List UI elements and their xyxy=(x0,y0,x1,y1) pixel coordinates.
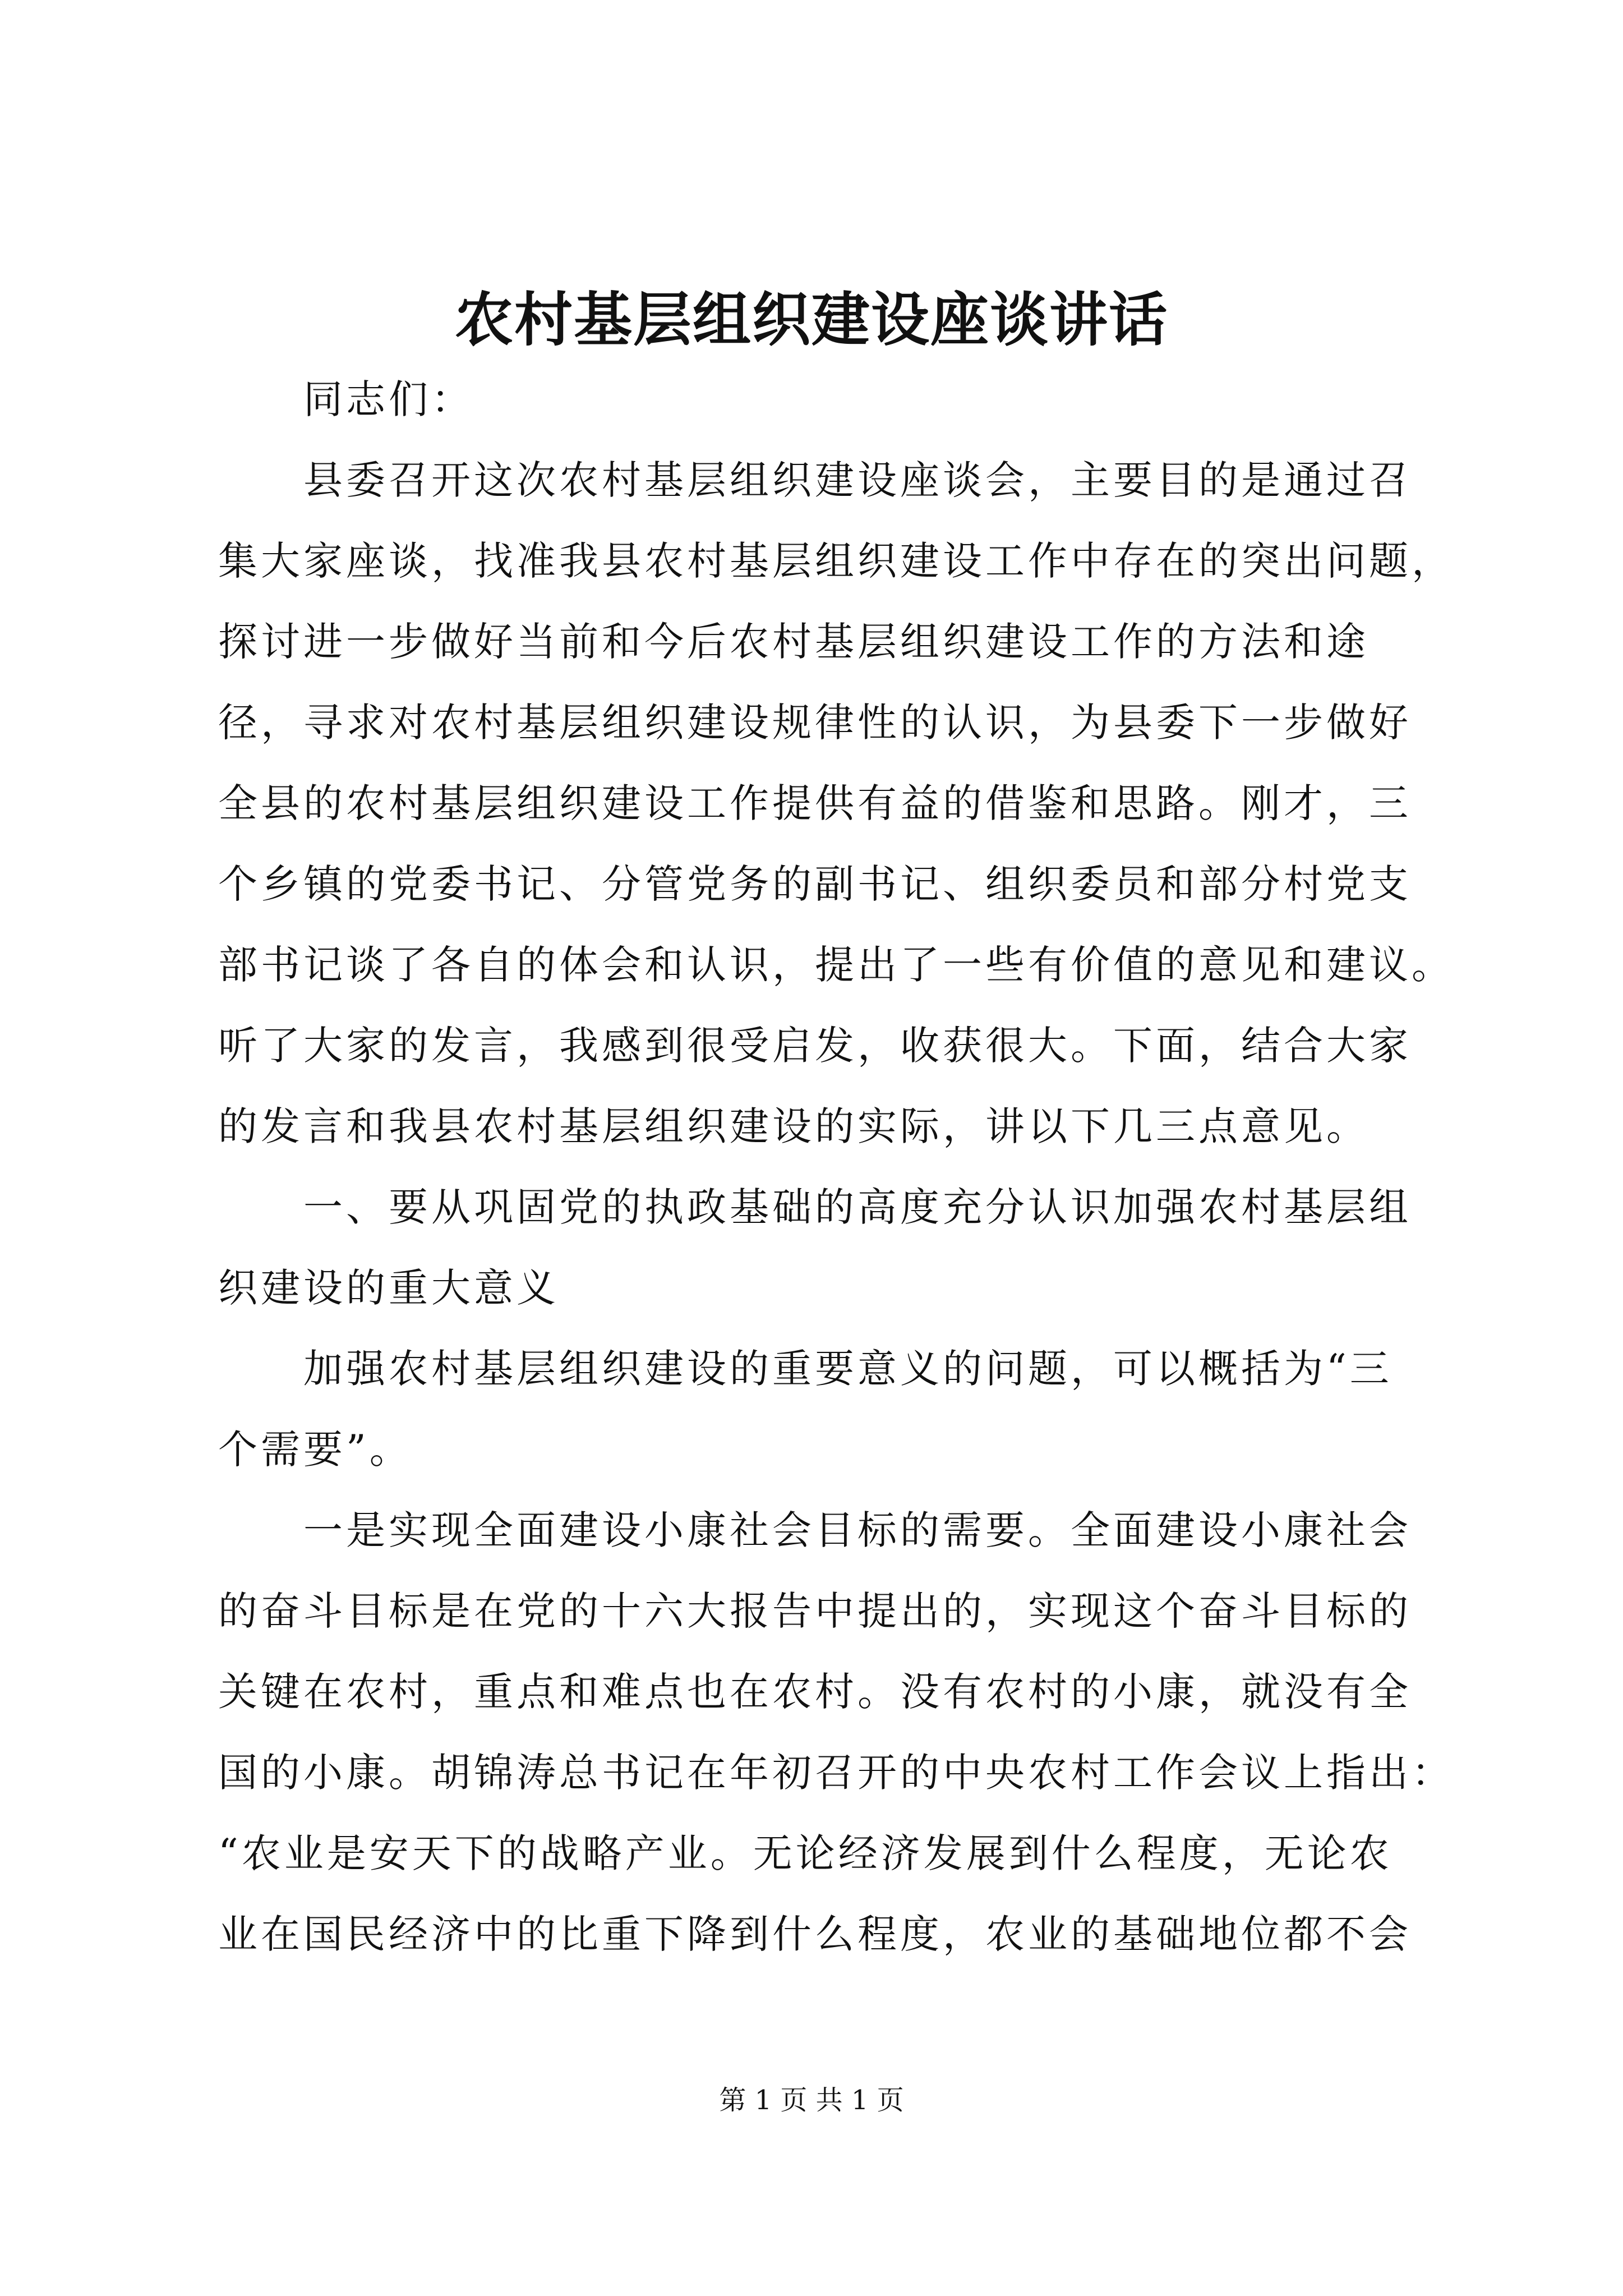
body-line: 的发言和我县农村基层组织建设的实际，讲以下几三点意见。 xyxy=(218,1103,1369,1149)
section-heading-line: 织建设的重大意义 xyxy=(218,1265,559,1311)
document-title: 农村基层组织建设座谈讲话 xyxy=(454,285,1168,354)
body-line: 加强农村基层组织建设的重要意义的问题，可以概括为“三 xyxy=(303,1346,1393,1392)
body-line: “农业是安天下的战略产业。无论经济发展到什么程度，无论农 xyxy=(218,1830,1393,1876)
body-line: 一是实现全面建设小康社会目标的需要。全面建设小康社会 xyxy=(303,1507,1412,1553)
salutation-line: 同志们： xyxy=(303,376,474,422)
body-line: 个需要”。 xyxy=(218,1427,412,1473)
body-line: 的奋斗目标是在党的十六大报告中提出的，实现这个奋斗目标的 xyxy=(218,1588,1412,1634)
body-line: 业在国民经济中的比重下降到什么程度，农业的基础地位都不会 xyxy=(218,1911,1412,1957)
body-line: 部书记谈了各自的体会和认识，提出了一些有价值的意见和建议。 xyxy=(218,942,1454,988)
body-line: 径，寻求对农村基层组织建设规律性的认识，为县委下一步做好 xyxy=(218,700,1412,746)
body-line: 关键在农村，重点和难点也在农村。没有农村的小康，就没有全 xyxy=(218,1669,1412,1715)
body-line: 县委召开这次农村基层组织建设座谈会，主要目的是通过召 xyxy=(303,457,1412,503)
section-heading-line: 一、要从巩固党的执政基础的高度充分认识加强农村基层组 xyxy=(303,1184,1412,1230)
body-line: 探讨进一步做好当前和今后农村基层组织建设工作的方法和途 xyxy=(218,619,1369,665)
document-body xyxy=(218,359,1454,1975)
body-line: 国的小康。胡锦涛总书记在年初召开的中央农村工作会议上指出： xyxy=(218,1750,1454,1796)
page-footer: 第 1 页 共 1 页 xyxy=(719,2085,904,2116)
body-line: 集大家座谈，找准我县农村基层组织建设工作中存在的突出问题， xyxy=(218,538,1454,584)
body-line: 听了大家的发言，我感到很受启发，收获很大。下面，结合大家 xyxy=(218,1023,1412,1069)
body-line: 全县的农村基层组织建设工作提供有益的借鉴和思路。刚才，三 xyxy=(218,780,1412,826)
body-line: 个乡镇的党委书记、分管党务的副书记、组织委员和部分村党支 xyxy=(218,861,1412,907)
